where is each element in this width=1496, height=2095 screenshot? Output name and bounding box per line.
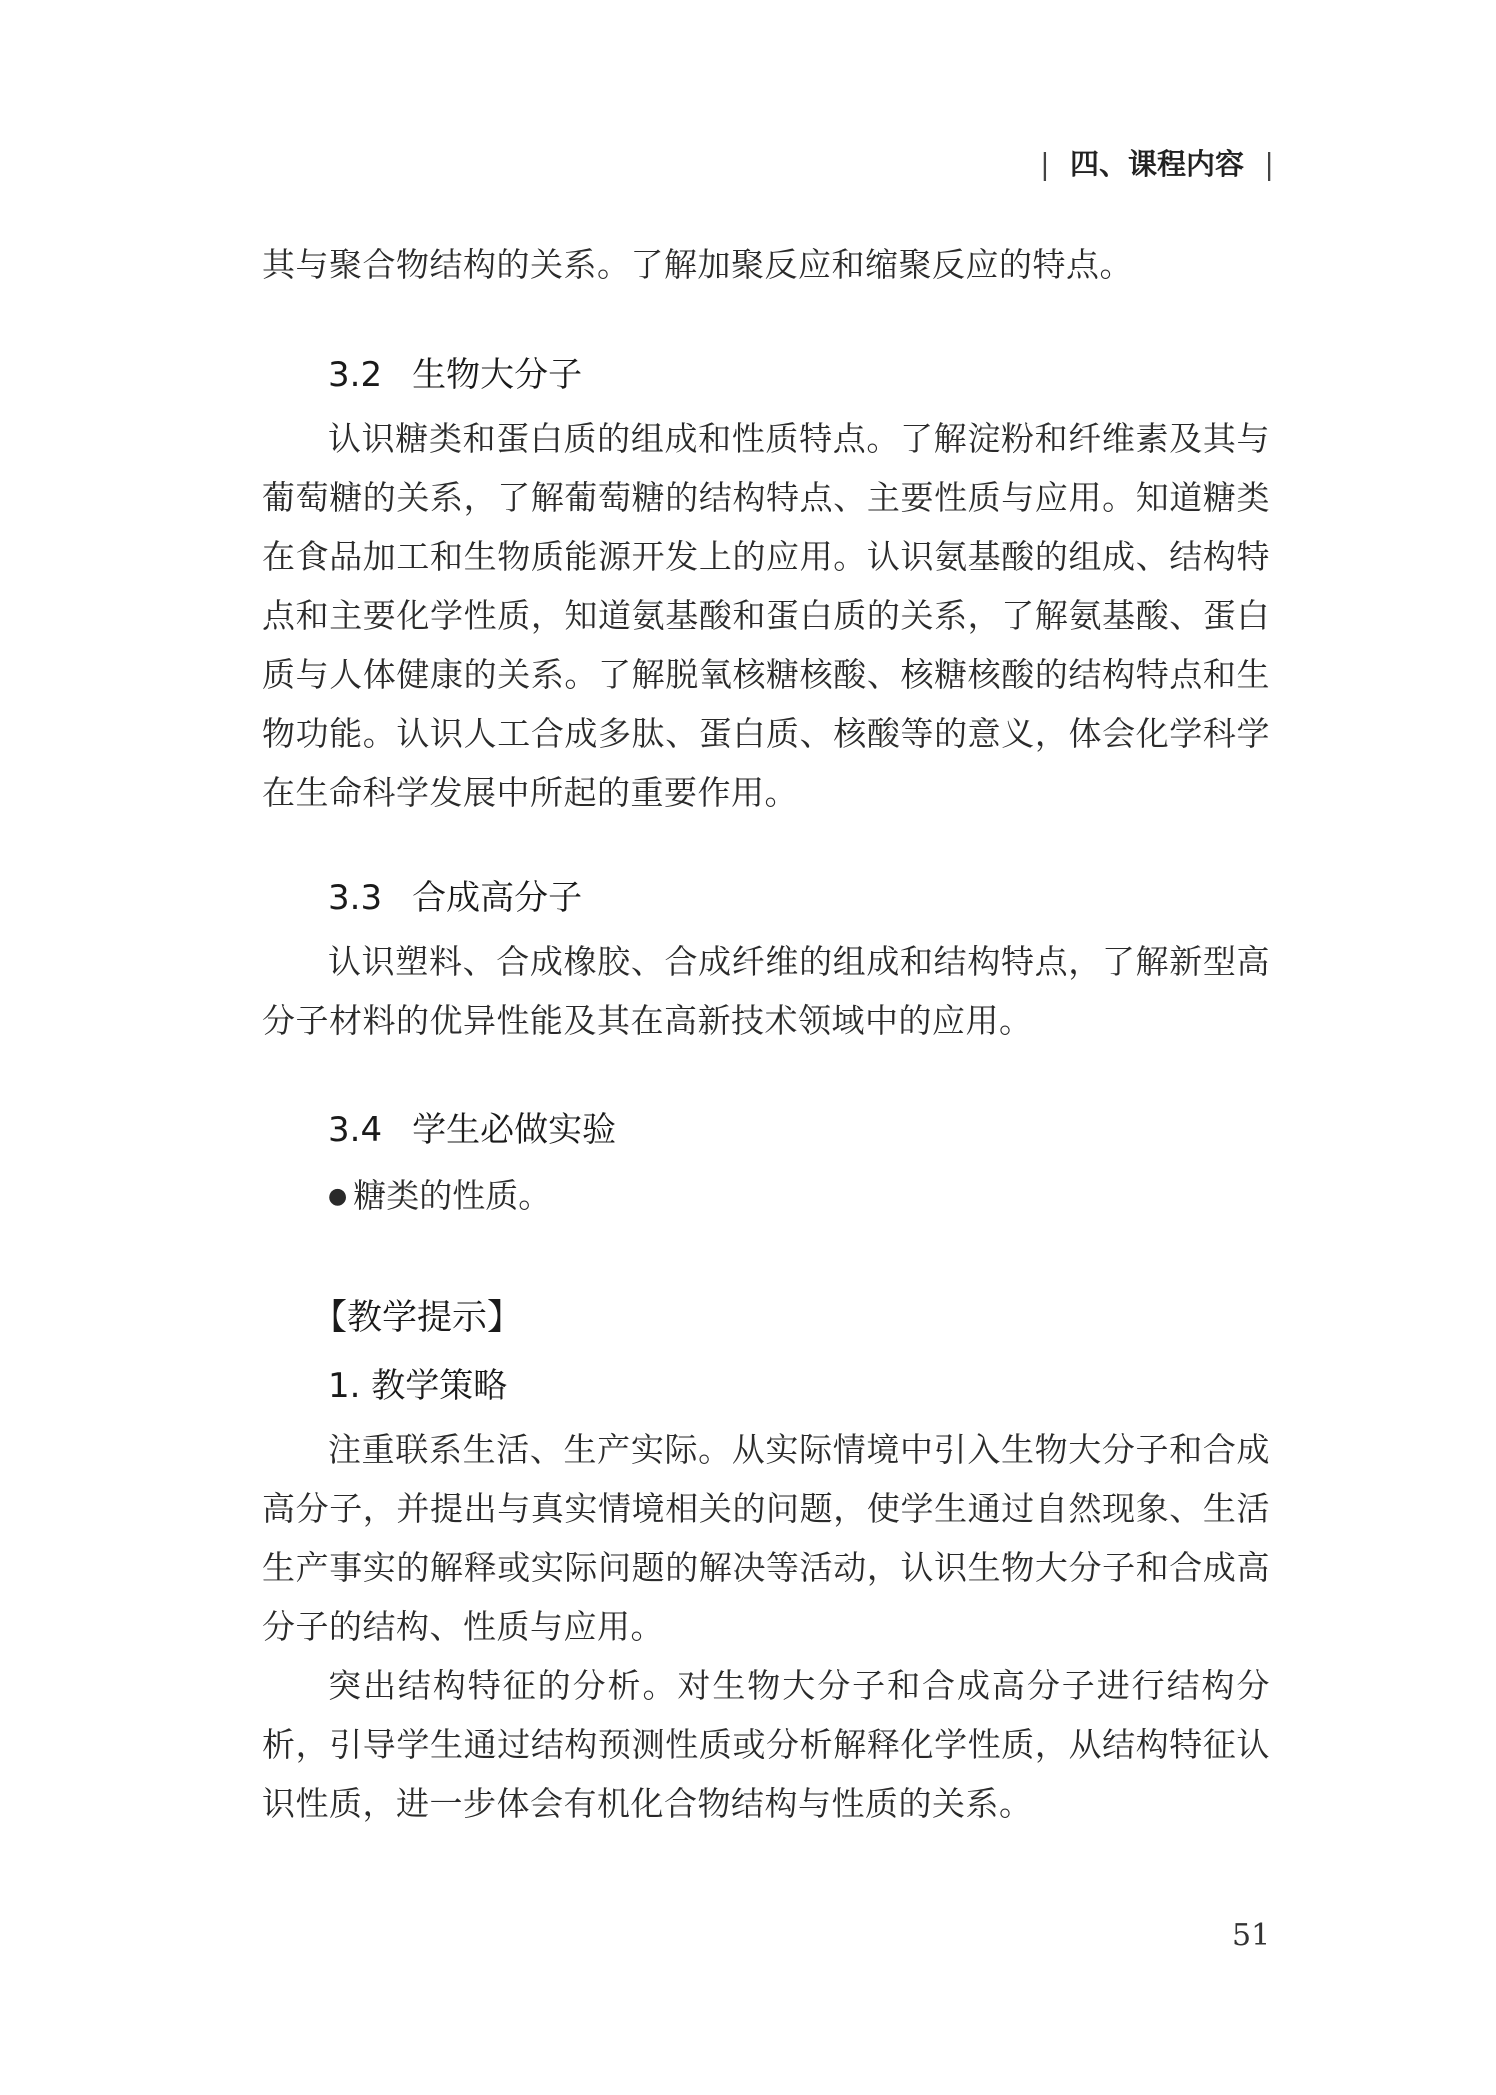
section-number: 3.3 — [328, 878, 383, 918]
section-heading-3-3 — [328, 870, 582, 919]
teaching-strategy-heading — [328, 1358, 507, 1407]
section-title: 合成高分子 — [412, 878, 583, 918]
list-item-text: 糖类的性质。 — [353, 1176, 552, 1215]
section-heading-3-2 — [328, 347, 582, 396]
teaching-tips-heading: 【教学提示】 — [312, 1298, 523, 1338]
section-body-3-3: 认识塑料、合成橡胶、合成纤维的组成和结构特点，了解新型高分子材料的优异性能及其在高新技术领域中的应用。 — [262, 942, 1270, 1040]
section-number: 3.4 — [328, 1110, 383, 1150]
section-title: 生物大分子 — [412, 355, 583, 395]
running-header: | 四、课程内容 | — [1040, 147, 1274, 181]
page-number: 51 — [1232, 1918, 1271, 1953]
continuation-paragraph: 其与聚合物结构的关系。了解加聚反应和缩聚反应的特点。 — [262, 245, 1133, 284]
strategy-paragraph-1: 注重联系生活、生产实际。从实际情境中引入生物大分子和合成高分子，并提出与真实情境相关的问题，使学生通过自然现象、生活生产事实的解释或实际问题的解决等活动，认识生物大分子和合成高分子的结构、性质与应用。 — [262, 1430, 1270, 1646]
section-body-3-2: 认识糖类和蛋白质的组成和性质特点。了解淀粉和纤维素及其与葡萄糖的关系，了解葡萄糖的结构特点、主要性质与应用。知道糖类在食品加工和生物质能源开发上的应用。认识氨基酸的组成、结构特点和主要化学性质，知道氨基酸和蛋白质的关系，了解氨基酸、蛋白质与人体健康的关系。了解脱氧核糖核酸、核糖核酸的结构特点和生物功能。认识人工合成多肽、蛋白质、核酸等的意义，体会化学科学在生命科学发展中所起的重要作用。 — [262, 419, 1270, 812]
subsection-title: 教学策略 — [371, 1366, 508, 1406]
section-heading-3-4 — [328, 1102, 616, 1151]
bullet-icon: ● — [328, 1184, 348, 1209]
section-title: 学生必做实验 — [412, 1110, 617, 1150]
strategy-paragraph-2: 突出结构特征的分析。对生物大分子和合成高分子进行结构分析，引导学生通过结构预测性质或分析解释化学性质，从结构特征认识性质，进一步体会有机化合物结构与性质的关系。 — [262, 1666, 1270, 1823]
header-section-title: 四、课程内容 — [1069, 147, 1244, 181]
list-item — [328, 1170, 551, 1217]
subsection-number: 1. — [328, 1366, 361, 1406]
section-number: 3.2 — [328, 355, 383, 395]
